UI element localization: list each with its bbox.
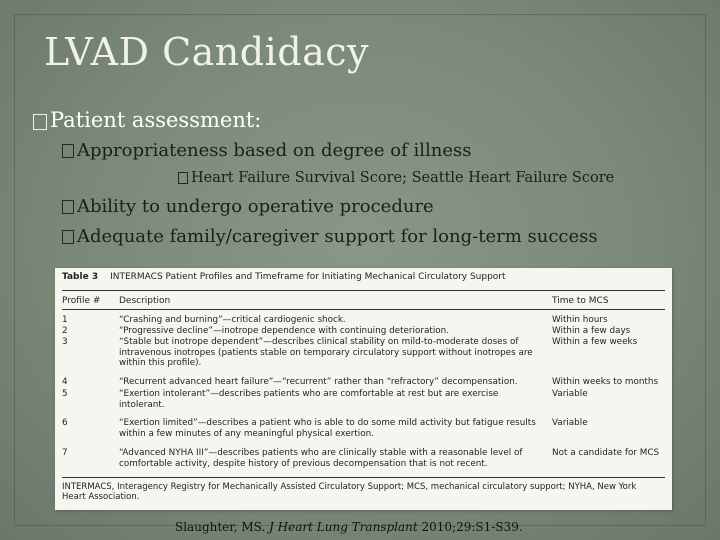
- profile-time: Variable: [552, 389, 588, 399]
- profile-description: “Crashing and burning”—critical cardiogenic shock.: [119, 315, 346, 325]
- profile-number: 1: [62, 315, 68, 325]
- bullet-patient-assessment: [33, 108, 261, 132]
- table-rule: [62, 309, 665, 310]
- bullet-operative: [62, 196, 434, 217]
- table-rule: [62, 290, 665, 291]
- table-label: Table 3: [62, 272, 99, 282]
- table-footnote: INTERMACS, Interagency Registry for Mechanically Assisted Circulatory Support; MCS, mechanical circulatory support; NYHA, New York Heart Association.: [62, 482, 637, 502]
- citation-journal: J Heart Lung Transplant: [269, 520, 418, 534]
- profile-time: Within a few weeks: [552, 337, 638, 347]
- profile-time: Within hours: [552, 315, 608, 325]
- table-header-profile: Profile #: [62, 296, 101, 306]
- profile-time: Within weeks to months: [552, 377, 659, 387]
- citation-author: Slaughter, MS.: [175, 520, 266, 534]
- table-caption: [62, 272, 506, 282]
- bullet-text: Adequate family/caregiver support for long-term success: [77, 226, 598, 247]
- bullet-box-icon: [178, 172, 188, 184]
- profile-number: 3: [62, 337, 68, 347]
- table-rule: [62, 477, 665, 478]
- intermacs-table-image: [55, 268, 672, 510]
- bullet-text: Appropriateness based on degree of illness: [77, 140, 472, 161]
- bullet-text: Patient assessment:: [50, 108, 262, 132]
- profile-description: “Recurrent advanced heart failure”—“recurrent” rather than “refractory” decompensation.: [119, 377, 518, 387]
- slide-title: LVAD Candidacy: [44, 30, 369, 74]
- profile-number: 5: [62, 389, 68, 399]
- bullet-box-icon: [33, 114, 47, 130]
- profile-description: “Stable but inotrope dependent”—describes clinical stability on mild-to-moderate doses of intravenous inotropes (patients stable on temporary circulatory support without inotropes are within this profile).: [119, 337, 533, 369]
- bullet-survival-scores: [178, 170, 614, 186]
- profile-time: Not a candidate for MCS: [552, 448, 660, 458]
- citation-ref: 2010;29:S1-S39.: [421, 520, 523, 534]
- profile-number: 2: [62, 326, 68, 336]
- profile-description: “Exertion limited”—describes a patient who is able to do some mild activity but fatigue results within a few minutes of any meaningful physical exertion.: [119, 418, 536, 439]
- profile-number: 7: [62, 448, 68, 458]
- profile-description: “Exertion intolerant”—describes patients who are comfortable at rest but are exercise intolerant.: [119, 389, 499, 410]
- profile-time: Within a few days: [552, 326, 631, 336]
- profile-description: “Progressive decline”—inotrope dependence with continuing deterioration.: [119, 326, 450, 336]
- table-header-description: Description: [119, 296, 171, 306]
- profile-description: “Advanced NYHA III”—describes patients who are clinically stable with a reasonable level of comfortable activity, despite history of previous decompensation that is not recent.: [119, 448, 523, 469]
- table-header-time: Time to MCS: [552, 296, 609, 306]
- bullet-appropriateness: [62, 140, 472, 161]
- profile-time: Variable: [552, 418, 588, 428]
- profile-number: 6: [62, 418, 68, 428]
- bullet-text: Heart Failure Survival Score; Seattle Heart Failure Score: [191, 170, 615, 186]
- table-caption-text: INTERMACS Patient Profiles and Timeframe for Initiating Mechanical Circulatory Support: [110, 272, 506, 282]
- bullet-box-icon: [62, 230, 74, 244]
- bullet-text: Ability to undergo operative procedure: [77, 196, 434, 217]
- profile-number: 4: [62, 377, 68, 387]
- bullet-box-icon: [62, 144, 74, 158]
- bullet-support: [62, 226, 598, 247]
- citation: [175, 520, 523, 534]
- bullet-box-icon: [62, 200, 74, 214]
